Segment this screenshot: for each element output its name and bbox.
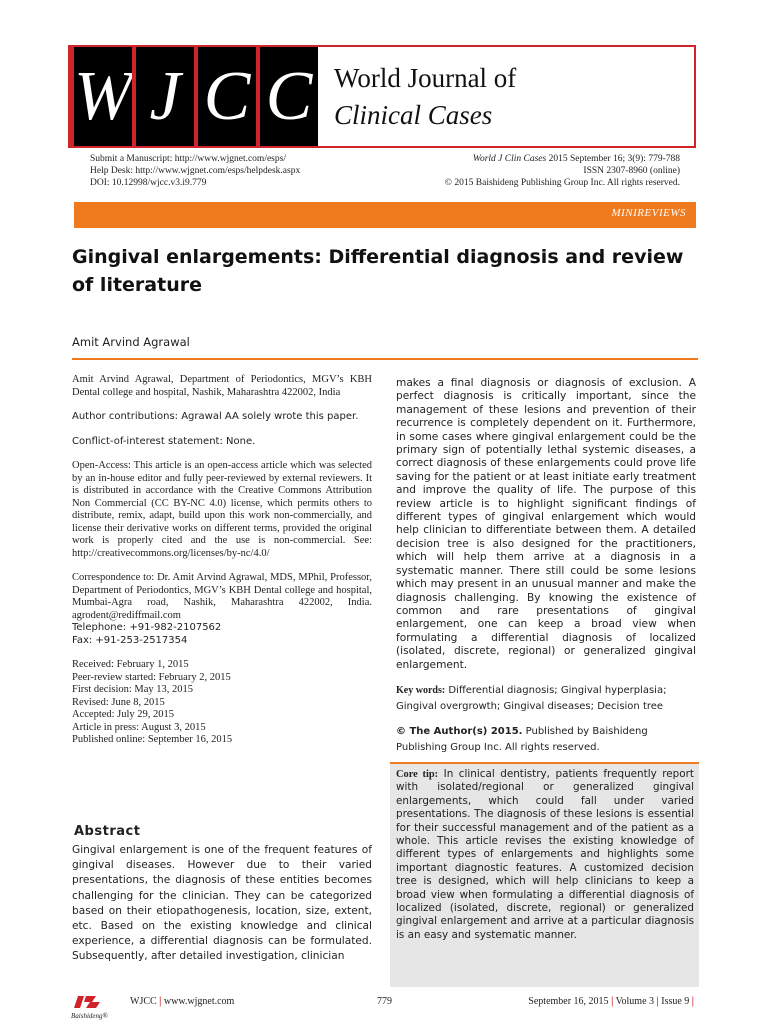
doi: DOI: 10.12998/wjcc.v3.i9.779 bbox=[90, 178, 207, 188]
logo-letter-j: J bbox=[136, 47, 194, 146]
article-info-column bbox=[72, 374, 372, 747]
date-received: Received: February 1, 2015 bbox=[72, 659, 189, 670]
footer-journal-abbr: WJCC bbox=[130, 996, 157, 1007]
logo-letter-c1: C bbox=[198, 47, 256, 146]
section-label: MINIREVIEWS bbox=[611, 207, 686, 219]
logo-letter-c2: C bbox=[260, 47, 318, 146]
footer-date: September 16, 2015 bbox=[528, 996, 609, 1007]
submission-info bbox=[90, 153, 300, 189]
footer-issue: Issue 9 bbox=[661, 996, 690, 1007]
logo-letter-w: W bbox=[74, 47, 132, 146]
abstract-body: Gingival enlargement is one of the frequent features of gingival diseases. However due to their varied presentations, the diagnosis of these entities becomes challenging for the clinician. They can be categorized based on their etiopathogenesis, location, size, extent, etc. Based on the existing knowledge and clinical experience, a differential diagnosis can be formulated. Subsequently, after detailed investigation, clinician bbox=[72, 844, 372, 963]
footer-journal: WJCC | www.wjgnet.com bbox=[130, 996, 235, 1007]
footer-website-link[interactable]: www.wjgnet.com bbox=[163, 996, 235, 1007]
abstract-heading: Abstract bbox=[74, 824, 141, 839]
core-tip: Core tip: In clinical dentistry, patients frequently report with isolated/regional or generalized gingival enlargements, which could fall under varied presentations. The diagnosis of these lesions is essential for their successful management and of the patient as a whole. This article revises the existing knowledge of different types of enlargements and highlights some important diagnostic features. A customized decision tree is designed, which will help clinicians to keep a broad view when formulating a differential diagnosis of localized (isolated, discrete, regional) or generalized gingival enlargement and arrive at a particular diagnosis is an easy and systematic manner. bbox=[396, 768, 694, 941]
page-number: 779 bbox=[377, 996, 392, 1007]
article-title: Gingival enlargements: Differential diagnosis and review of literature bbox=[72, 246, 684, 296]
footer-issue-info: September 16, 2015 | Volume 3 | Issue 9 | bbox=[528, 996, 694, 1007]
title-divider bbox=[72, 358, 698, 360]
date-revised: Revised: June 8, 2015 bbox=[72, 696, 165, 708]
issn: ISSN 2307-8960 (online) bbox=[583, 166, 680, 176]
correspondence: Correspondence to: Dr. Amit Arvind Agrawal, MDS, MPhil, Professor, Department of Periodontics, MGV’s KBH Dental college and hospital, Mumbai-Agra road, Nashik, Maharashtra 422002, India. agrodent@rediffmail.com bbox=[72, 572, 372, 621]
keywords-label: Key words: bbox=[396, 685, 446, 696]
telephone: Telephone: +91-982-2107562 bbox=[72, 622, 222, 633]
article-dates bbox=[72, 659, 372, 747]
svg-text:Baishideng®: Baishideng® bbox=[71, 1012, 108, 1020]
section-bar bbox=[74, 202, 696, 228]
author-name: Amit Arvind Agrawal bbox=[72, 335, 190, 349]
affiliation: Amit Arvind Agrawal, Department of Periodontics, MGV’s KBH Dental college and hospital, Nashik, Maharashtra 422002, India bbox=[72, 374, 372, 398]
footer-volume: Volume 3 bbox=[615, 996, 655, 1007]
citation: World J Clin Cases 2015 September 16; 3(9): 779-788 bbox=[472, 154, 680, 164]
date-published: Published online: September 16, 2015 bbox=[72, 734, 233, 745]
help-desk-link[interactable]: Help Desk: http://www.wjgnet.com/esps/helpdesk.aspx bbox=[90, 166, 301, 176]
publisher-copyright: © 2015 Baishideng Publishing Group Inc. All rights reserved. bbox=[444, 178, 680, 188]
open-access-statement: Open-Access: This article is an open-access article which was selected by an in-house editor and fully peer-reviewed by external reviewers. It is distributed in accordance with the Creative Commons Attribution Non Commercial (CC BY-NC 4.0) license, which permits others to distribute, remix, adapt, build upon this work non-commercially, and license their derivative works on different terms, provided the original work is properly cited and the use is non-commercial. See: http://creativecommons.org/licenses/by-nc/4.0/ bbox=[72, 460, 372, 559]
date-in-press: Article in press: August 3, 2015 bbox=[72, 721, 206, 733]
citation-info bbox=[445, 153, 680, 189]
abstract-continued: makes a final diagnosis or diagnosis of exclusion. A perfect diagnosis is critically important, since the management of these lesions and prevention of their recurrence is completely dependent on it. Furthermore, in some cases where gingival enlargement could be the primary sign of potentially lethal systemic diseases, a correct diagnosis of these enlargements could prove life saving for the patient or at least initiate early treatment and improve the quality of life. The purpose of this review article is to highlight significant findings of different types of gingival enlargement which would help clinician to differentiate between them. A detailed decision tree is also designed for the practitioners, which will help them arrive at a diagnosis in a systematic manner. There still could be some lesions which may present in an unusual manner and make the diagnosis challenging. By knowing the existence of common and rare presentations of gingival enlargement, one can keep a broad view when formulating a differential diagnosis of localized (isolated, discrete, regional) or generalized gingival enlargement. bbox=[396, 377, 696, 671]
fax: Fax: +91-253-2517354 bbox=[72, 634, 188, 646]
submit-link[interactable]: Submit a Manuscript: http://www.wjgnet.com/esps/ bbox=[90, 154, 286, 164]
author-contributions: Author contributions: Agrawal AA solely wrote this paper. bbox=[72, 411, 359, 422]
journal-name-line2: Clinical Cases bbox=[334, 100, 493, 130]
baishideng-logo-icon bbox=[70, 994, 110, 1020]
author-copyright: © The Author(s) 2015. Published by Baishideng Publishing Group Inc. All rights reserved. bbox=[396, 726, 648, 753]
journal-name-line1: World Journal of bbox=[334, 63, 517, 93]
keywords: Key words: Differential diagnosis; Gingival hyperplasia; Gingival overgrowth; Gingival diseases; Decision tree bbox=[396, 685, 667, 712]
date-peer-review: Peer-review started: February 2, 2015 bbox=[72, 671, 231, 683]
conflict-statement: Conflict-of-interest statement: None. bbox=[72, 435, 256, 447]
date-first-decision: First decision: May 13, 2015 bbox=[72, 684, 194, 695]
core-tip-label: Core tip: bbox=[396, 769, 439, 780]
date-accepted: Accepted: July 29, 2015 bbox=[72, 709, 175, 720]
